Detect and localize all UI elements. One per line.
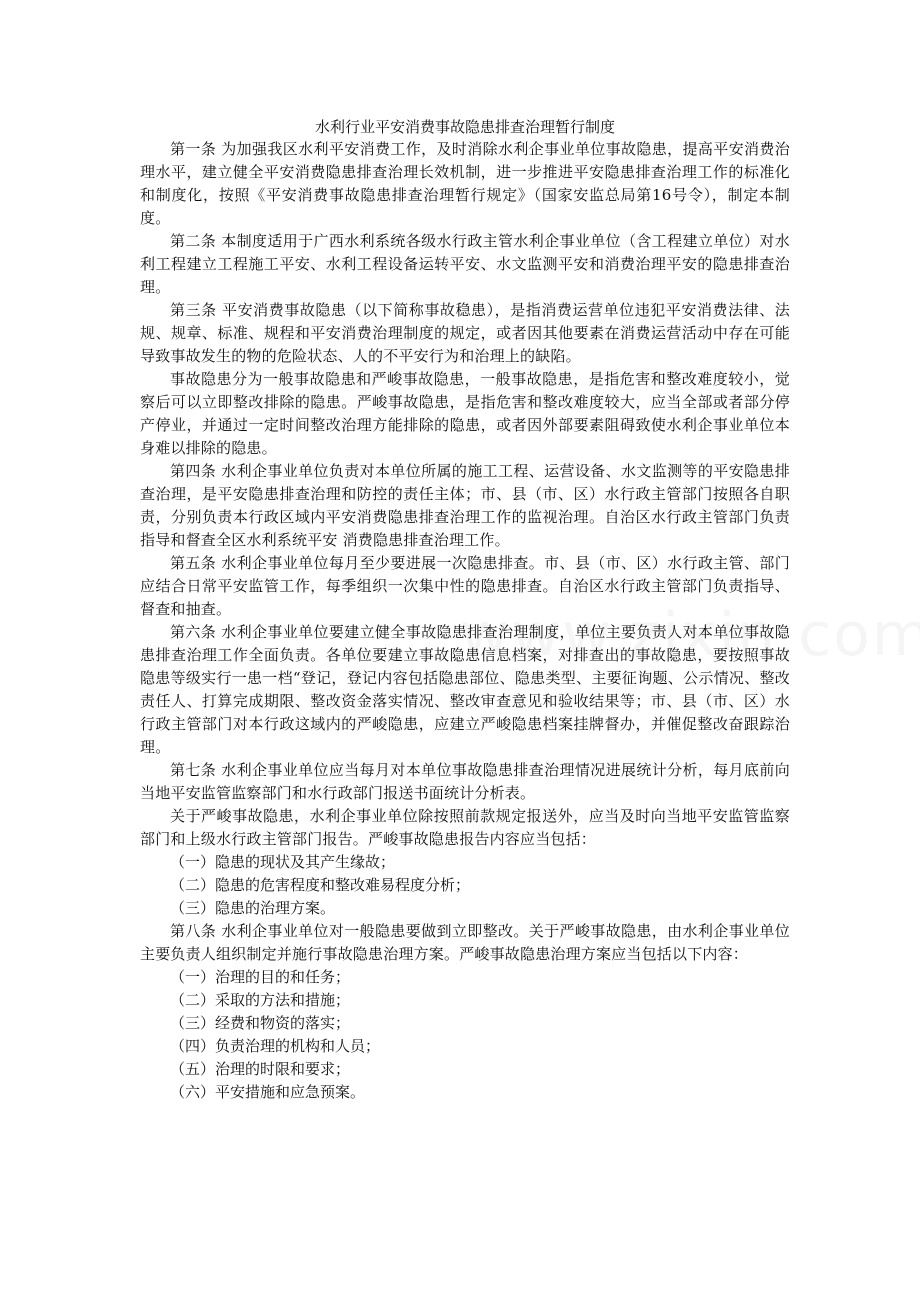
paragraph-article-7: 第七条 水利企事业单位应当每月对本单位事故隐患排查治理情况进展统计分析，每月底前向当地平安监管监察部门和水行政部门报送书面统计分析表。 bbox=[140, 761, 790, 802]
paragraph-article-2: 第二条 本制度适用于广西水利系统各级水行政主管水利企事业单位（含工程建立单位）对水利工程建立工程施工平安、水利工程设备运转平安、水文监测平安和消费治理平安的隐患排查治理。 bbox=[140, 232, 790, 296]
list-item: （二）采取的方法和措施； bbox=[170, 991, 351, 1009]
paragraph-article-3: 第三条 平安消费事故隐患（以下简称事故稳患），是指消费运营单位违犯平安消费法律、法规、规章、标准、规程和平安消费治理制度的规定，或者因其他要素在消费运营活动中存在可能导致事故发生的物的危险状态、人的不平安行为和治理上的缺陷。 bbox=[140, 301, 790, 365]
document-page bbox=[140, 116, 790, 1104]
list-item: （三）隐患的治理方案。 bbox=[170, 899, 336, 917]
paragraph-article-6: 第六条 水利企事业单位要建立健全事故隐患排查治理制度，单位主要负责人对本单位事故隐患排查治理工作全面负责。各单位要建立事故隐患信息档案，对排查出的事故隐患，要按照事故隐患等级实行一患一档“登记，登记内容包括隐患部位、隐患类型、主要征询题、公示情况、整改责任人、打算完成期限、整改资金落实情况、整改审查意见和验收结果等；市、县（市、区）水行政主管部门对本行政这域内的严峻隐患，应建立严峻隐患档案挂牌督办，并催促整改奋跟踪治理。 bbox=[140, 623, 790, 756]
list-item: （四）负责治理的机构和人员； bbox=[170, 1037, 381, 1055]
list-item: （一）治理的目的和任务； bbox=[170, 968, 351, 986]
list-item: （五）治理的时限和要求； bbox=[170, 1060, 351, 1078]
list-item: （六）平安措施和应急预案。 bbox=[170, 1083, 366, 1101]
paragraph-article-5: 第五条 水利企事业单位每月至少要进展一次隐患排查。市、县（市、区）水行政主管、部门应结合日常平安监管工作，每季组织一次集中性的隐患排查。自治区水行政主管部门负责指导、督查和抽查。 bbox=[140, 554, 790, 618]
list-item: （二）隐患的危害程度和整改难易程度分析； bbox=[170, 876, 471, 894]
paragraph-hazard-classification: 事故隐患分为一般事故隐患和严峻事故隐患，一般事故隐患，是指危害和整改难度较小，觉察后可以立即整改排除的隐患。严峻事故隐患，是指危害和整改难度较大，应当全部或者部分停产停业，并通过一定时间整改治理方能排除的隐患，或者因外部要素阻碍致使水利企事业单位本身难以排除的隐患。 bbox=[140, 370, 790, 457]
paragraph-major-hazard-report: 关于严峻事故隐患，水利企事业单位除按照前款规定报送外，应当及时向当地平安监管监察部门和上级水行政主管部门报告。严峻事故隐患报告内容应当包括： bbox=[140, 807, 790, 848]
paragraph-article-8: 第八条 水利企事业单位对一般隐患要做到立即整改。关于严峻事故隐患，由水利企事业单位主要负责人组织制定并施行事故隐患治理方案。严峻事故隐患治理方案应当包括以下内容： bbox=[140, 922, 790, 963]
paragraph-article-1: 第一条 为加强我区水利平安消费工作，及时消除水利企事业单位事故隐患，提高平安消费治理水平，建立健全平安消费隐患排查治理长效机制，进一步推进平安隐患排查治理工作的标准化和制度化，按照《平安消费事故隐患排查治理暂行规定》（国家安监总局第16号令），制定本制度。 bbox=[140, 140, 790, 227]
list-item: （三）经费和物资的落实； bbox=[170, 1014, 351, 1032]
list-item: （一）隐患的现状及其产生缘故； bbox=[170, 853, 396, 871]
paragraph-article-4: 第四条 水利企事业单位负责对本单位所属的施工工程、运营设备、水文监测等的平安隐患排查治理，是平安隐患排查治理和防控的责任主体；市、县（市、区）水行政主管部门按照各自职责，分别负责本行政区域内平安消费隐患排查治理工作的监视治理。自治区水行政主管部门负责指导和督查全区水利系统平安 消费隐患排查治理工作。 bbox=[140, 462, 790, 549]
document-title: 水利行业平安消费事故隐患排查治理暂行制度 bbox=[314, 118, 615, 136]
